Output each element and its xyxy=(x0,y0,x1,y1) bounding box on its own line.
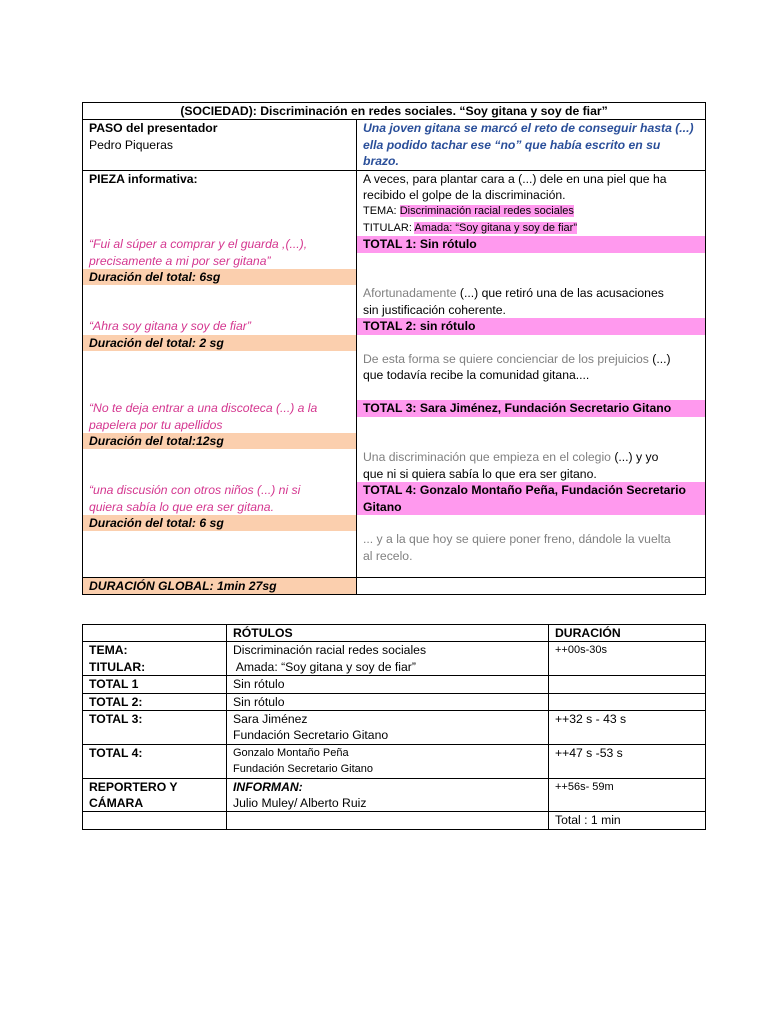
titular-value: Amada: “Soy gitana y soy de fiar” xyxy=(414,221,577,234)
total-4-line1: TOTAL 4: Gonzalo Montaño Peña, Fundación Secretario xyxy=(363,483,687,498)
total-4-line2: Gitano xyxy=(363,499,402,514)
tema-value: Discriminación racial redes sociales xyxy=(399,205,574,218)
duration-1: Duración del total: 6sg xyxy=(83,269,356,285)
quote-4-line2: quiera sabía lo que era ser gitana. xyxy=(89,499,274,514)
row-label: TOTAL 3: xyxy=(83,711,227,745)
table-row xyxy=(83,711,706,745)
discrim-gray: Una discriminación que empieza en el colegio xyxy=(363,450,611,465)
afort-line2: sin justificación coherente. xyxy=(363,302,506,317)
row-value: Sin rótulo xyxy=(227,676,549,693)
concien-rest: (...) xyxy=(648,352,671,367)
duration-2: Duración del total: 2 sg xyxy=(83,335,356,351)
titular-label: TITULAR: xyxy=(363,221,412,234)
total-3: TOTAL 3: Sara Jiménez, Fundación Secretario Gitano xyxy=(357,400,705,416)
header-empty xyxy=(83,625,227,642)
quote-2: “Ahra soy gitana y soy de fiar” xyxy=(89,319,251,334)
discrim-rest: (...) y yo xyxy=(610,450,659,465)
duration-4: Duración del total: 6 sg xyxy=(83,515,356,531)
concien-line2: que todavía recibe la comunidad gitana.... xyxy=(363,368,590,383)
paso-text-line1: Una joven gitana se marcó el reto de conseguir hasta (...) xyxy=(363,121,694,136)
total-2: TOTAL 2: sin rótulo xyxy=(357,318,705,334)
quote-3-line2: papelera por tu apellidos xyxy=(89,417,223,432)
paso-cell xyxy=(83,120,357,170)
table-row xyxy=(83,812,706,829)
discrim-line1 xyxy=(363,449,699,465)
row-duration: Total : 1 min xyxy=(549,812,706,829)
row-label: TOTAL 2: xyxy=(83,693,227,710)
afort-line1 xyxy=(363,285,699,301)
intro-line2: recibido el golpe de la discriminación. xyxy=(363,188,566,203)
concien-gray: De esta forma se quiere concienciar de los prejuicios xyxy=(363,352,649,367)
table-row xyxy=(83,693,706,710)
closing-line1: ... y a la que hoy se quiere poner freno, dándole la vuelta xyxy=(363,532,671,547)
global-duration-empty xyxy=(357,577,706,594)
header-rotulos: RÓTULOS xyxy=(227,625,549,642)
script-header: (SOCIEDAD): Discriminación en redes sociales. “Soy gitana y soy de fiar” xyxy=(83,103,706,120)
row-value: Sara Jiménez xyxy=(233,712,308,727)
closing-line2: al recelo. xyxy=(363,548,413,563)
row-duration: ++32 s - 43 s xyxy=(549,711,706,745)
afort-rest: (...) que retiró una de las acusaciones xyxy=(456,286,664,301)
quote-1-line2: precisamente a mi por ser gitana” xyxy=(89,253,271,268)
intro-line1: A veces, para plantar cara a (...) dele en una piel que ha xyxy=(363,171,667,186)
global-duration: DURACIÓN GLOBAL: 1min 27sg xyxy=(83,577,357,594)
row-value: INFORMAN: xyxy=(233,779,303,794)
table-row xyxy=(83,676,706,693)
pieza-left-cell xyxy=(83,170,357,577)
duration-3: Duración del total:12sg xyxy=(83,433,356,449)
table-row xyxy=(83,778,706,812)
row-label: CÁMARA xyxy=(89,796,144,811)
row-label: TITULAR: xyxy=(89,659,146,674)
tema-label: TEMA: xyxy=(363,205,397,218)
row-duration: ++56s- 59m xyxy=(549,778,706,812)
total-4 xyxy=(357,482,705,515)
row-value: Julio Muley/ Alberto Ruiz xyxy=(233,796,367,811)
row-label xyxy=(83,812,227,829)
concien-line1 xyxy=(363,351,699,367)
titular-line xyxy=(363,220,699,236)
row-value: Discriminación racial redes sociales xyxy=(233,643,427,658)
row-value: Fundación Secretario Gitano xyxy=(233,728,389,743)
table-row xyxy=(83,642,706,676)
row-label: TEMA: xyxy=(89,643,128,658)
row-label: TOTAL 1 xyxy=(83,676,227,693)
quote-3-line1: “No te deja entrar a una discoteca (...) a la xyxy=(89,401,318,416)
row-value: Fundación Secretario Gitano xyxy=(233,763,374,776)
row-duration xyxy=(549,676,706,693)
paso-text-line2: ella podido tachar ese “no” que había escrito en su brazo. xyxy=(363,137,661,169)
row-value: Gonzalo Montaño Peña xyxy=(233,746,349,759)
discrim-line2: que ni si quiera sabía lo que era ser gitano. xyxy=(363,466,597,481)
pieza-right-cell xyxy=(357,170,706,577)
quote-4-line1: “una discusión con otros niños (...) ni si xyxy=(89,483,301,498)
row-duration xyxy=(549,693,706,710)
quote-1-line1: “Fui al súper a comprar y el guarda ,(...), xyxy=(89,237,308,252)
pieza-label: PIEZA informativa: xyxy=(89,171,198,186)
rotulos-table xyxy=(82,624,706,830)
header-duracion: DURACIÓN xyxy=(549,625,706,642)
row-label: REPORTERO Y xyxy=(89,779,178,794)
presenter-name: Pedro Piqueras xyxy=(89,137,174,152)
rotulos-header-row xyxy=(83,625,706,642)
row-duration: ++00s-30s xyxy=(549,642,706,676)
row-label: TOTAL 4: xyxy=(83,744,227,778)
tema-line xyxy=(363,203,699,219)
script-table xyxy=(82,102,706,595)
row-value: Amada: “Soy gitana y soy de fiar” xyxy=(233,659,416,674)
row-value xyxy=(227,812,549,829)
afort-gray: Afortunadamente xyxy=(363,286,457,301)
total-1: TOTAL 1: Sin rótulo xyxy=(357,236,705,252)
row-value: Sin rótulo xyxy=(227,693,549,710)
row-duration: ++47 s -53 s xyxy=(549,744,706,778)
paso-text-cell xyxy=(357,120,706,170)
paso-label: PASO del presentador xyxy=(89,121,218,136)
table-row xyxy=(83,744,706,778)
